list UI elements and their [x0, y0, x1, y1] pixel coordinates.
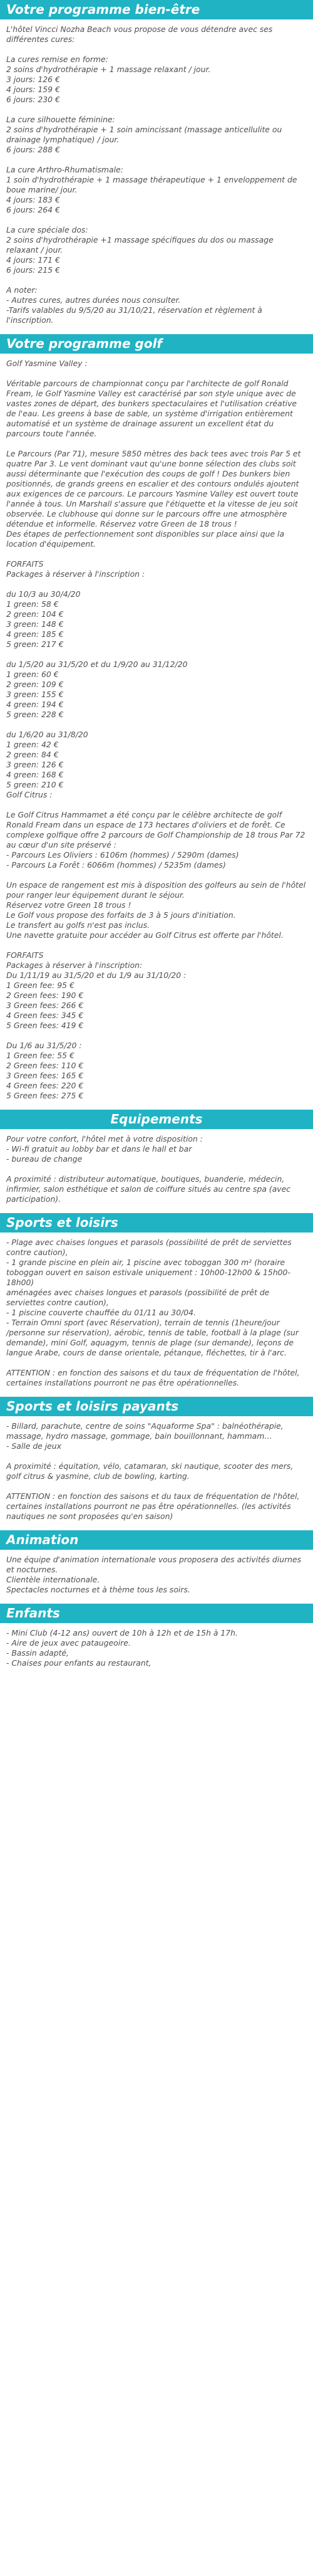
section-body-enfants [0, 1623, 313, 1677]
section-sports-loisirs-payants [0, 1397, 313, 1530]
section-animation [0, 1530, 313, 1604]
paragraph: du 10/3 au 30/4/20 1 green: 58 € 2 green: 104 € 3 green: 148 € 4 green: 185 € 5 green: 217 € [6, 589, 81, 649]
section-body-equipements [0, 1129, 313, 1213]
paragraph: ATTENTION : en fonction des saisons et du taux de fréquentation de l'hôtel, certaines installations pourront ne pas être opérationnelles. (les activités nautiques ne sont proposées qu'en saison) [6, 1491, 302, 1521]
paragraph: A noter: - Autres cures, autres durées nous consulter. -Tarifs valables du 9/5/20 au 31/10/21, réservation et règlement à l'inscription. [6, 285, 262, 325]
paragraph: Du 1/6 au 31/5/20 : 1 Green fee: 55 € 2 Green fees: 110 € 3 Green fees: 165 € 4 Green fees: 220 € 5 Green fees: 275 € [6, 1041, 84, 1100]
section-title-equipements: Equipements [0, 1110, 313, 1129]
paragraph: A proximité : distributeur automatique, boutiques, buanderie, médecin, infirmier, salon esthétique et salon de coiffure situés au centre spa (avec participation). [6, 1174, 294, 1204]
section-title-sports-loisirs: Sports et loisirs [0, 1213, 313, 1233]
section-body-animation [0, 1550, 313, 1604]
paragraph: du 1/6/20 au 31/8/20 1 green: 42 € 2 green: 84 € 3 green: 126 € 4 green: 168 € 5 green: 210 € Golf Citrus : [6, 730, 88, 799]
paragraph: Véritable parcours de championnat conçu par l'architecte de golf Ronald Fream, le Golf Yasmine Valley est caractérisé par son style unique avec de vastes zones de départ, des bunkers spectaculaires et l'utilisation créative de l'eau. Les greens à base de sable, un système d'irrigation entièrement automatisé et un système de drainage assurent un excellent état du parcours toute l'année. [6, 379, 299, 438]
paragraph: La cure Arthro-Rhumatismale: 1 soin d'hydrothérapie + 1 massage thérapeutique + 1 enveloppement de boue marine/ jour. 4 jours: 183 € 6 jours: 264 € [6, 165, 297, 214]
paragraph: Le Parcours (Par 71), mesure 5850 mètres des back tees avec trois Par 5 et quatre Par 3. Le vent dominant vaut qu'une bonne sélection des clubs soit aussi déterminante que l'exécution des coups de golf ! Des bunkers bien positionnés, de grands greens en escalier et des contours ondulés ajoutent aux exigences de ce parcours. Le parcours Yasmine Valley est ouvert toute l'année à tous. Un Marshall s'assure que l'étiquette et la vitesse de jeu soit observée. Le clubhouse qui donne sur le parcours offre une atmosphère détendue et informelle. Réservez votre Green de 18 trous ! Des étapes de perfectionnement sont disponibles sur place ainsi que la location d'équipement. [6, 449, 301, 549]
paragraph: FORFAITS Packages à réserver à l'inscription: Du 1/11/19 au 31/5/20 et du 1/9 au 31/10/20 : 1 Green fee: 95 € 2 Green fees: 190 € 3 Green fees: 266 € 4 Green fees: 345 € 5 Green fees: 419 € [6, 950, 187, 1030]
section-title-programme-golf: Votre programme golf [0, 334, 313, 354]
section-body-programme-golf [0, 354, 313, 1110]
paragraph: La cures remise en forme: 2 soins d'hydrothérapie + 1 massage relaxant / jour. 3 jours: 126 € 4 jours: 159 € 6 jours: 230 € [6, 55, 211, 104]
section-programme-bien-etre [0, 0, 313, 334]
section-sports-loisirs [0, 1213, 313, 1397]
paragraph: Le Golf Citrus Hammamet a été conçu par le célèbre architecte de golf Ronald Fream dans un espace de 173 hectares d'oliviers et de forêt. Ce complexe golfique offre 2 parcours de Golf Championship de 18 trous Par 72 au cœur d'un site préservé : - Parcours Les Oliviers : 6106m (hommes) / 5290m (dames) - Parcours La Forêt : 6066m (hommes) / 5235m (dames) [6, 810, 305, 870]
paragraph: Une équipe d'animation internationale vous proposera des activités diurnes et nocturnes. Clientèle internationale. Spectacles nocturnes et à thème tous les soirs. [6, 1555, 302, 1594]
paragraph: L'hôtel Vincci Nozha Beach vous propose de vous détendre avec ses différentes cures: [6, 24, 275, 44]
paragraph: Golf Yasmine Valley : [6, 359, 88, 368]
paragraph: - Mini Club (4-12 ans) ouvert de 10h à 12h et de 15h à 17h. - Aire de jeux avec pataugeoire. - Bassin adapté, - Chaises pour enfants au restaurant, [6, 1628, 238, 1668]
paragraph: Un espace de rangement est mis à disposition des golfeurs au sein de l'hôtel pour ranger leur équipement durant le séjour. Réservez votre Green 18 trous ! Le Golf vous propose des forfaits de 3 à 5 jours d'initiation. Le transfert au golfs n'est pas inclus. Une navette gratuite pour accéder au Golf Citrus est offerte par l'hôtel. [6, 880, 306, 940]
paragraph: La cure spéciale dos: 2 soins d'hydrothérapie +1 massage spécifiques du dos ou massage relaxant / jour. 4 jours: 171 € 6 jours: 215 € [6, 225, 274, 275]
paragraph: - Billard, parachute, centre de soins "Aquaforme Spa" : balnéothérapie, massage, hydro massage, gommage, bain bouillonnant, hammam… - Salle de jeux [6, 1421, 284, 1451]
paragraph: Pour votre confort, l'hôtel met à votre disposition : - Wi-fi gratuit au lobby bar et dans le hall et bar - bureau de change [6, 1134, 203, 1164]
paragraph: FORFAITS Packages à réserver à l'inscription : [6, 559, 145, 579]
section-title-animation: Animation [0, 1530, 313, 1550]
paragraph: - Plage avec chaises longues et parasols (possibilité de prêt de serviettes contre caution), - 1 grande piscine en plein air, 1 piscine avec toboggan 300 m² (horaire toboggan ouvert en saison estivale uniquement : 10h00-12h00 & 15h00-18h00) aménagées avec chaises longues et parasols (possibilité de prêt de serviettes contre caution), - 1 piscine couverte chauffée du 01/11 au 30/04. - Terrain Omni sport (avec Réservation), terrain de tennis (1heure/jour /personne sur réservation), aérobic, tennis de table, football à la plage (sur demande), mini Golf, aquagym, tennis de plage (sur demande), leçons de langue Arabe, cours de danse orientale, pétanque, fléchettes, tir à l'arc. [6, 1238, 299, 1357]
section-body-sports-loisirs-payants [0, 1416, 313, 1530]
section-title-programme-bien-etre: Votre programme bien-être [0, 0, 313, 19]
section-equipements [0, 1110, 313, 1213]
paragraph: ATTENTION : en fonction des saisons et du taux de fréquentation de l'hôtel, certaines installations pourront ne pas être opérationnelles. [6, 1368, 302, 1387]
section-programme-golf [0, 334, 313, 1110]
paragraph: A proximité : équitation, vélo, catamaran, ski nautique, scooter des mers, golf citrus & yasmine, club de bowling, karting. [6, 1461, 296, 1481]
paragraph: du 1/5/20 au 31/5/20 et du 1/9/20 au 31/12/20 1 green: 60 € 2 green: 109 € 3 green: 155 € 4 green: 194 € 5 green: 228 € [6, 660, 188, 719]
section-enfants [0, 1604, 313, 1677]
section-body-programme-bien-etre [0, 19, 313, 334]
paragraph: La cure silhouette féminine: 2 soins d'hydrothérapie + 1 soin amincissant (massage anticellulite ou drainage lymphatique) / jour. 6 jours: 288 € [6, 115, 282, 154]
section-title-enfants: Enfants [0, 1604, 313, 1623]
section-body-sports-loisirs [0, 1233, 313, 1397]
section-title-sports-loisirs-payants: Sports et loisirs payants [0, 1397, 313, 1416]
